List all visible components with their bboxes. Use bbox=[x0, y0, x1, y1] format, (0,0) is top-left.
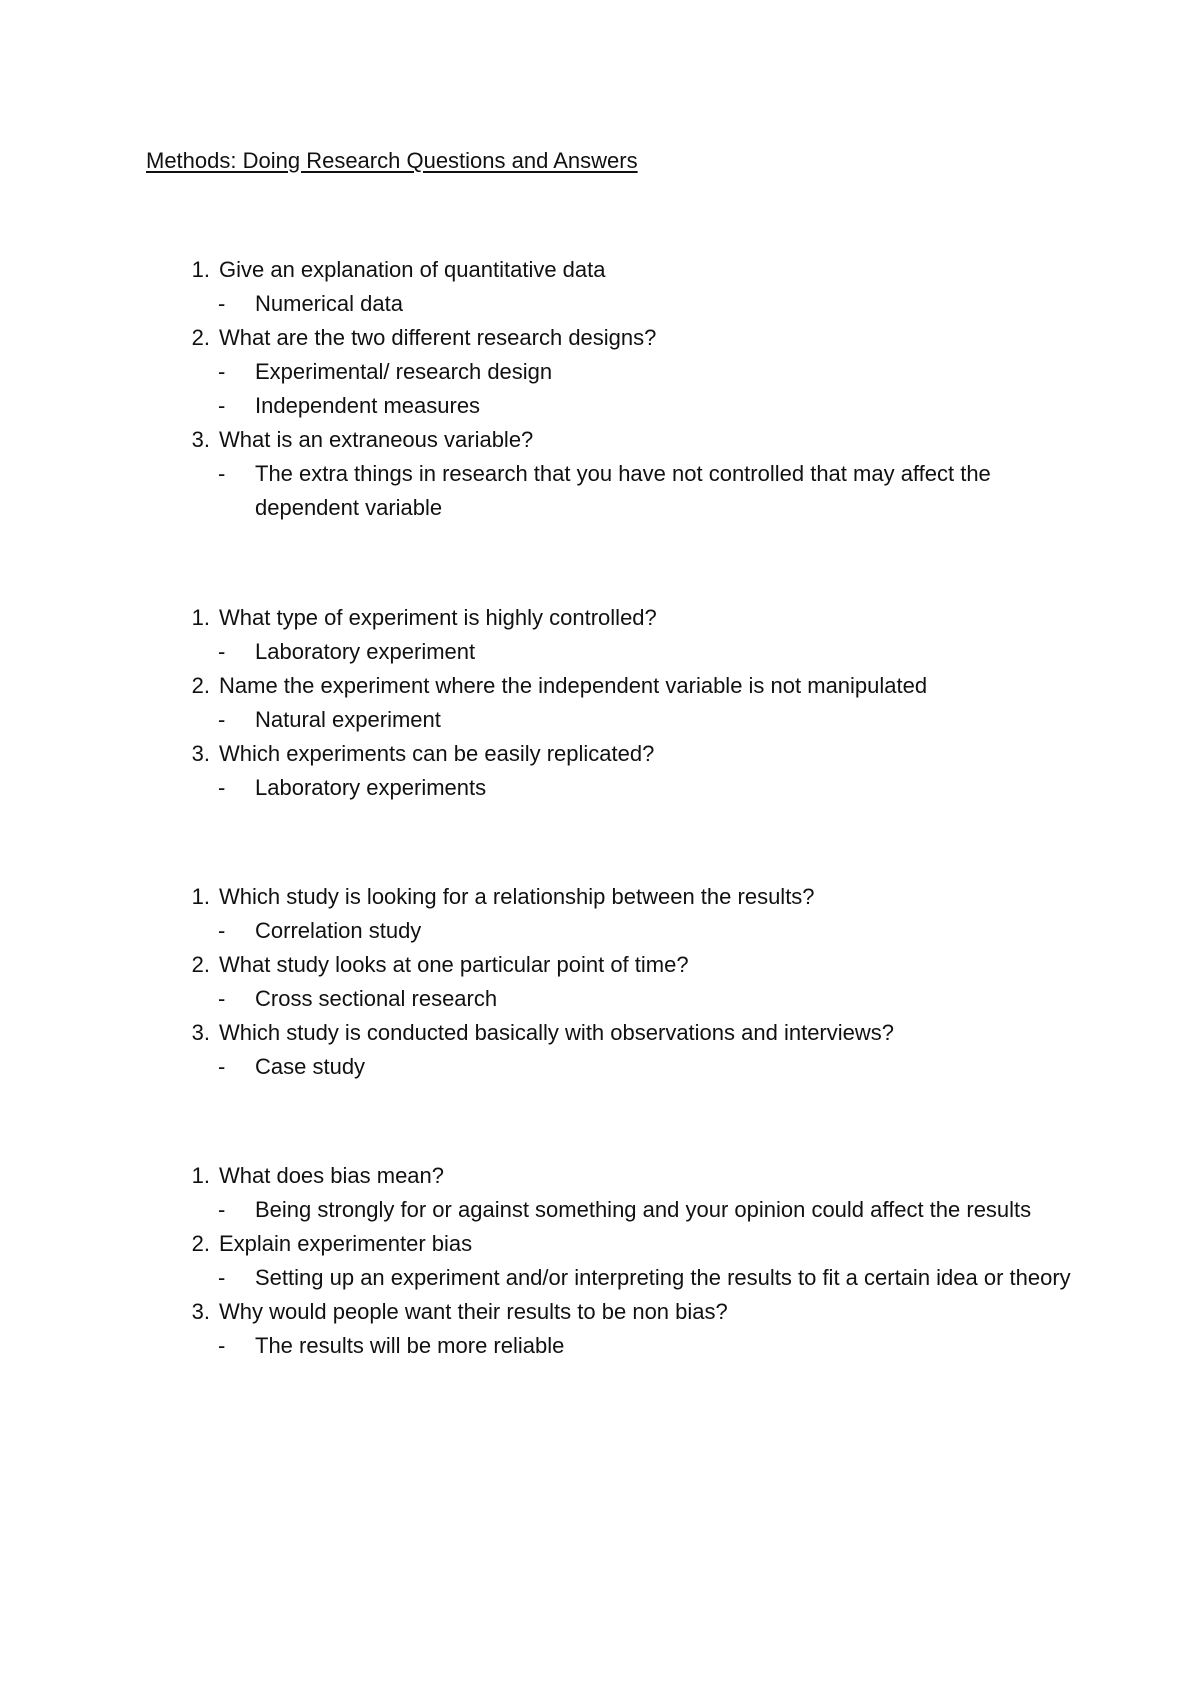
question-number: 1. bbox=[191, 1163, 210, 1188]
question-text: Which experiments can be easily replicated? bbox=[219, 741, 655, 766]
question-number: 2. bbox=[191, 1231, 210, 1256]
question-item bbox=[0, 880, 1200, 914]
question-text: Name the experiment where the independent variable is not manipulated bbox=[219, 673, 928, 698]
qa-section-4 bbox=[0, 1159, 1200, 1363]
question-item bbox=[0, 601, 1200, 635]
answer-dash: - bbox=[218, 1265, 226, 1290]
question-text: Why would people want their results to be non bias? bbox=[219, 1299, 728, 1324]
answer-item bbox=[0, 1329, 1200, 1363]
question-number: 1. bbox=[191, 257, 210, 282]
answer-item bbox=[0, 287, 1200, 321]
question-text: What type of experiment is highly controlled? bbox=[219, 605, 657, 630]
question-item bbox=[0, 948, 1200, 982]
answer-item bbox=[0, 355, 1200, 389]
answer-text: The results will be more reliable bbox=[255, 1333, 565, 1358]
answer-text: Laboratory experiments bbox=[255, 775, 487, 800]
question-number: 3. bbox=[191, 427, 210, 452]
answer-dash: - bbox=[218, 393, 226, 418]
answer-dash: - bbox=[218, 461, 226, 486]
answer-item bbox=[0, 771, 1200, 805]
question-item bbox=[0, 1227, 1200, 1261]
question-number: 2. bbox=[191, 325, 210, 350]
question-text: What study looks at one particular point of time? bbox=[219, 952, 689, 977]
answer-item bbox=[0, 389, 1200, 423]
answer-text: Independent measures bbox=[255, 393, 481, 418]
question-item bbox=[0, 1016, 1200, 1050]
question-number: 3. bbox=[191, 741, 210, 766]
question-item bbox=[0, 737, 1200, 771]
question-number: 1. bbox=[191, 884, 210, 909]
answer-item bbox=[0, 1261, 1200, 1295]
question-text: What is an extraneous variable? bbox=[219, 427, 534, 452]
question-text: Explain experimenter bias bbox=[219, 1231, 473, 1256]
question-number: 3. bbox=[191, 1299, 210, 1324]
answer-item bbox=[0, 703, 1200, 737]
answer-text: Being strongly for or against something and your opinion could affect the results bbox=[255, 1197, 1032, 1222]
answer-dash: - bbox=[218, 775, 226, 800]
question-text: What are the two different research designs? bbox=[219, 325, 657, 350]
question-item bbox=[0, 423, 1200, 457]
answer-item bbox=[0, 635, 1200, 669]
answer-text: Natural experiment bbox=[255, 707, 441, 732]
qa-section-2 bbox=[0, 601, 1200, 805]
answer-text: The extra things in research that you have not controlled that may affect the dependent variable bbox=[255, 461, 991, 520]
qa-section-3 bbox=[0, 880, 1200, 1084]
question-item bbox=[0, 1295, 1200, 1329]
question-number: 1. bbox=[191, 605, 210, 630]
answer-dash: - bbox=[218, 639, 226, 664]
question-text: Which study is conducted basically with observations and interviews? bbox=[219, 1020, 894, 1045]
question-item bbox=[0, 1159, 1200, 1193]
answer-item bbox=[0, 1050, 1200, 1084]
answer-item bbox=[0, 457, 1200, 525]
question-item bbox=[0, 253, 1200, 287]
answer-dash: - bbox=[218, 291, 226, 316]
answer-dash: - bbox=[218, 986, 226, 1011]
answer-dash: - bbox=[218, 1054, 226, 1079]
question-number: 2. bbox=[191, 673, 210, 698]
question-number: 2. bbox=[191, 952, 210, 977]
answer-dash: - bbox=[218, 707, 226, 732]
page-title: Methods: Doing Research Questions and Answers bbox=[146, 148, 638, 173]
answer-item bbox=[0, 982, 1200, 1016]
answer-text: Setting up an experiment and/or interpreting the results to fit a certain idea or theory bbox=[255, 1265, 1071, 1290]
answer-item bbox=[0, 914, 1200, 948]
answer-dash: - bbox=[218, 1333, 226, 1358]
question-text: What does bias mean? bbox=[219, 1163, 445, 1188]
answer-text: Case study bbox=[255, 1054, 366, 1079]
answer-text: Cross sectional research bbox=[255, 986, 498, 1011]
answer-text: Numerical data bbox=[255, 291, 403, 316]
question-item bbox=[0, 669, 1200, 703]
answer-dash: - bbox=[218, 918, 226, 943]
question-item bbox=[0, 321, 1200, 355]
question-number: 3. bbox=[191, 1020, 210, 1045]
answer-text: Experimental/ research design bbox=[255, 359, 553, 384]
qa-section-1 bbox=[0, 253, 1200, 525]
answer-text: Laboratory experiment bbox=[255, 639, 476, 664]
answer-dash: - bbox=[218, 359, 226, 384]
question-text: Give an explanation of quantitative data bbox=[219, 257, 606, 282]
answer-text: Correlation study bbox=[255, 918, 422, 943]
question-text: Which study is looking for a relationship between the results? bbox=[219, 884, 815, 909]
answer-dash: - bbox=[218, 1197, 226, 1222]
answer-item bbox=[0, 1193, 1200, 1227]
